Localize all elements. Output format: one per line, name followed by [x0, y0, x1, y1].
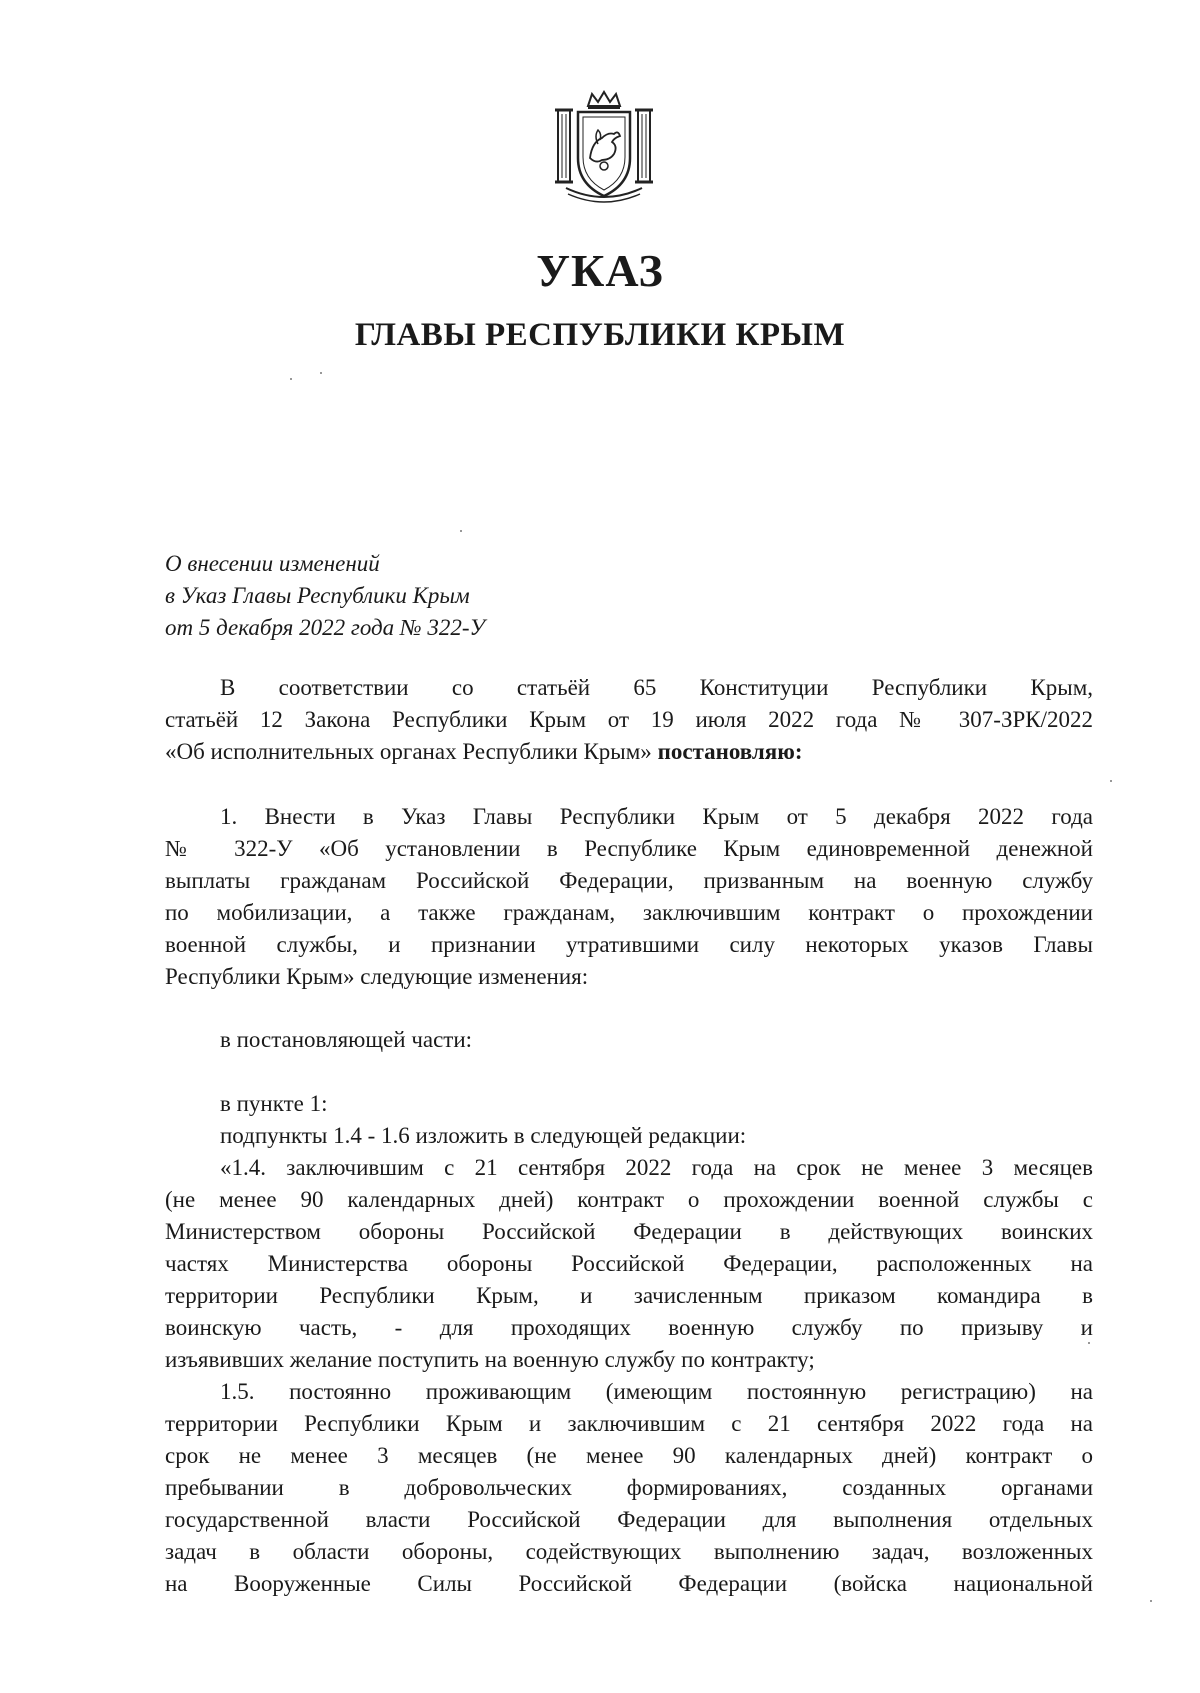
subpoint-1-4-line: территории Республики Крым, и зачисленным приказом командира в — [165, 1283, 1093, 1308]
subpoint-1-5-line: территории Республики Крым и заключившим с 21 сентября 2022 года на — [165, 1411, 1093, 1436]
subpoint-1-4-paragraph — [165, 1152, 1093, 1376]
subpoint-1-4-line: «1.4. заключившим с 21 сентября 2022 года на срок не менее 3 месяцев — [220, 1155, 1093, 1180]
point-block — [165, 1088, 1093, 1152]
decree-word: постановляю: — [657, 739, 803, 764]
subpoint-1-4-line: (не менее 90 календарных дней) контракт о прохождении военной службы с — [165, 1187, 1093, 1212]
preamble-paragraph — [165, 672, 1093, 768]
item-1-line: Республики Крым» следующие изменения: — [165, 964, 589, 989]
document-subject — [165, 548, 485, 644]
subpoint-1-5-line: задач в области обороны, содействующих выполнению задач, возложенных — [165, 1539, 1093, 1564]
preamble-line — [165, 736, 1093, 768]
subpoint-1-5-line: на Вооруженные Силы Российской Федерации (войска национальной — [165, 1571, 1093, 1596]
subject-line: в Указ Главы Республики Крым — [165, 583, 470, 608]
scan-speck — [460, 530, 462, 532]
subpoint-1-5-line: 1.5. постоянно проживающим (имеющим постоянную регистрацию) на — [220, 1379, 1093, 1404]
subpoint-1-4-line: Министерством обороны Российской Федерации в действующих воинских — [165, 1219, 1093, 1244]
coat-of-arms-icon — [552, 88, 656, 208]
subpoint-1-4-line: изъявивших желание поступить на военную службу по контракту; — [165, 1347, 815, 1372]
scan-speck — [320, 372, 322, 374]
item-1-line: военной службы, и признании утратившими силу некоторых указов Главы — [165, 932, 1093, 957]
subpoint-1-5-line: государственной власти Российской Федерации для выполнения отдельных — [165, 1507, 1093, 1532]
subpoint-1-4-line: воинскую часть, - для проходящих военную службу по призыву и — [165, 1315, 1093, 1340]
subpoint-1-5-paragraph — [165, 1376, 1093, 1600]
subpoint-1-5-line: пребывании в добровольческих формированиях, созданных органами — [165, 1475, 1093, 1500]
preamble-line-text: «Об исполнительных органах Республики Крым» — [165, 739, 652, 764]
scan-speck — [290, 378, 292, 380]
item-1-line: по мобилизации, а также гражданам, заключившим контракт о прохождении — [165, 900, 1093, 925]
document-title: УКАЗ — [536, 245, 664, 296]
subpoint-1-4-line: частях Министерства обороны Российской Федерации, расположенных на — [165, 1251, 1093, 1276]
scan-speck — [1088, 1342, 1090, 1344]
item-1-line: 1. Внести в Указ Главы Республики Крым от 5 декабря 2022 года — [220, 804, 1093, 829]
preamble-line: В соответствии со статьёй 65 Конституции Республики Крым, — [220, 675, 1093, 700]
subpoints-intro-line: подпункты 1.4 - 1.6 изложить в следующей редакции: — [220, 1123, 747, 1148]
operative-part-heading — [165, 1024, 1093, 1056]
preamble-line: статьёй 12 Закона Республики Крым от 19 июля 2022 года № 307-ЗРК/2022 — [165, 707, 1093, 732]
scan-speck — [1110, 780, 1112, 782]
item-1-paragraph — [165, 801, 1093, 993]
item-1-line: № 322-У «Об установлении в Республике Крым единовременной денежной — [165, 836, 1093, 861]
item-1-line: выплаты гражданам Российской Федерации, призванным на военную службу — [165, 868, 1093, 893]
point-1-line: в пункте 1: — [220, 1091, 328, 1116]
document-subtitle: ГЛАВЫ РЕСПУБЛИКИ КРЫМ — [354, 317, 846, 353]
scan-speck — [1150, 1600, 1152, 1602]
subpoint-1-5-line: срок не менее 3 месяцев (не менее 90 календарных дней) контракт о — [165, 1443, 1093, 1468]
subject-line: от 5 декабря 2022 года № 322-У — [165, 615, 486, 640]
subject-line: О внесении изменений — [165, 551, 380, 576]
operative-part-line: в постановляющей части: — [220, 1027, 473, 1052]
